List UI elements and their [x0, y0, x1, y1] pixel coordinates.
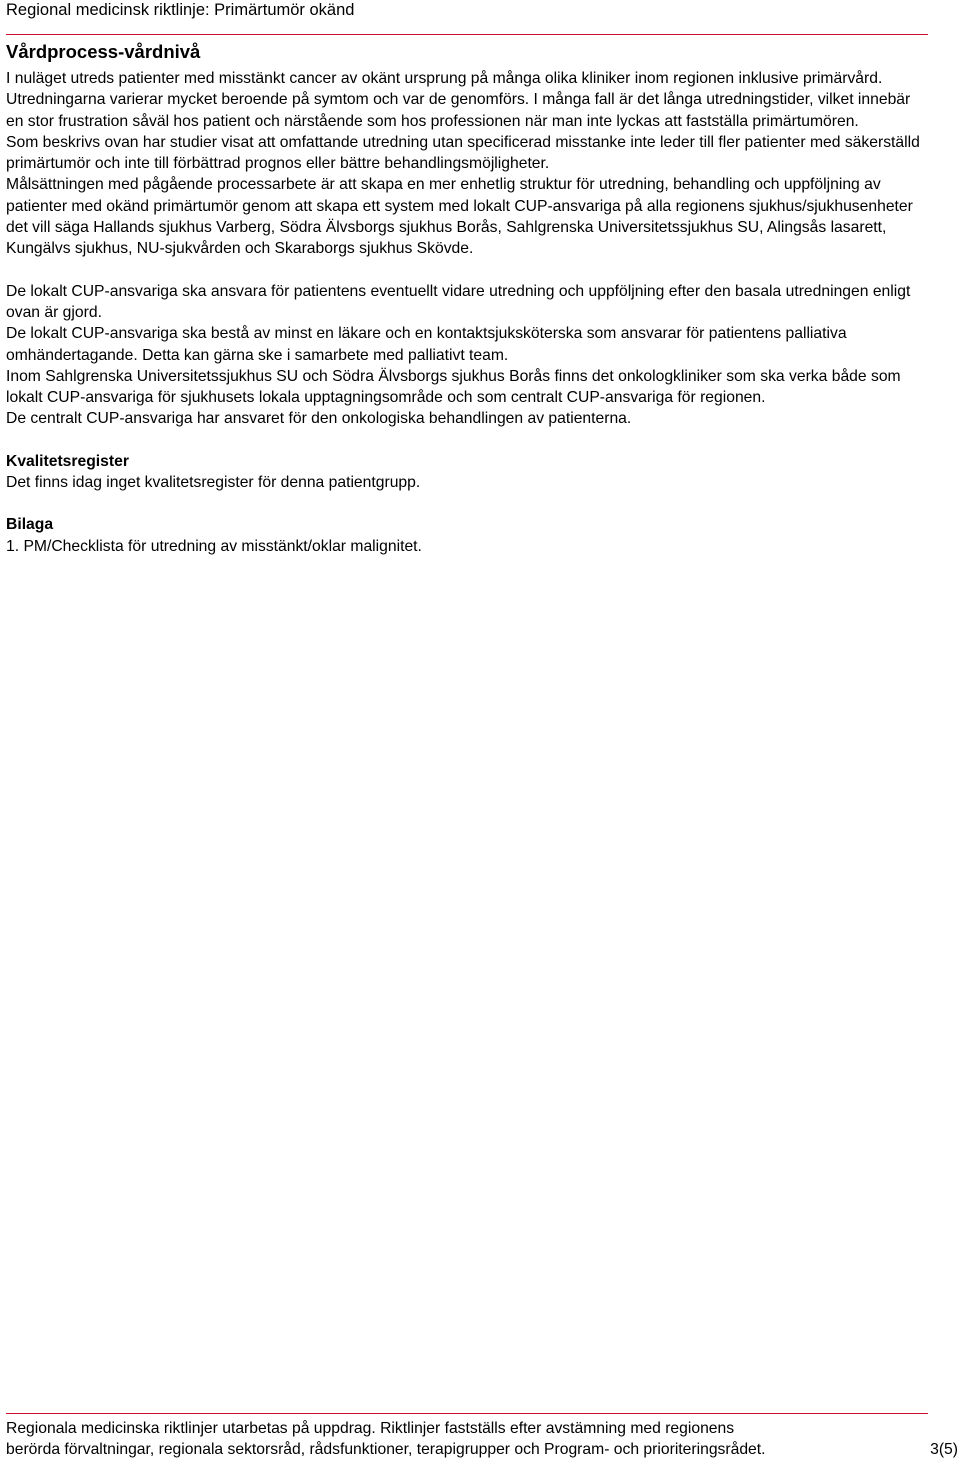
- paragraph-spacer: [6, 430, 926, 451]
- document-body: [6, 40, 926, 557]
- appendix-item: 1. PM/Checklista för utredning av misstänkt/oklar malignitet.: [6, 537, 422, 555]
- page-number: 3(5): [930, 1441, 958, 1458]
- paragraph-oncology-clinics: Inom Sahlgrenska Universitetssjukhus SU och Södra Älvsborgs sjukhus Borås finns det onkologkliniker som ska verka både som lokalt CUP-ansvariga för sjukhusets lokala upptagningsområde och som centralt CUP-ansvariga för regionen.: [6, 367, 901, 407]
- paragraph-current-situation: I nuläget utreds patienter med misstänkt cancer av okänt ursprung på många olika kliniker inom regionen inklusive primärvård. Utredningarna varierar mycket beroende på symtom och var de genomförs. I många fall är det långa utredningstider, vilket innebär en stor frustration såväl hos patient och närstående som hos professionen när man inte lyckas att fastställa primärtumören.: [6, 70, 911, 130]
- document-header-title: Regional medicinsk riktlinje: Primärtumör okänd: [6, 1, 355, 19]
- paragraph-local-cup-responsibility: De lokalt CUP-ansvariga ska ansvara för patientens eventuellt vidare utredning och uppföljning efter den basala utredningen enligt ovan är gjord.: [6, 282, 911, 321]
- paragraph-studies: Som beskrivs ovan har studier visat att omfattande utredning utan specificerad misstanke inte leder till fler patienter med säkerställd primärtumör och inte till förbättrad prognos eller bättre behandlingsmöjligheter.: [6, 133, 920, 173]
- footer-text-line-2: berörda förvaltningar, regionala sektorsråd, rådsfunktioner, terapigrupper och Program- och prioriteringsrådet.: [6, 1441, 766, 1458]
- footer-divider: [6, 1413, 928, 1414]
- footer-text-line-1: Regionala medicinska riktlinjer utarbetas på uppdrag. Riktlinjer fastställs efter avstämning med regionens: [6, 1420, 735, 1437]
- section-heading-vardprocess: Vårdprocess-vårdnivå: [6, 41, 201, 62]
- paragraph-local-cup-team: De lokalt CUP-ansvariga ska bestå av minst en läkare och en kontaktsjuksköterska som ansvarar för patientens palliativa omhändertagande. Detta kan gärna ske i samarbete med palliativt team.: [6, 325, 847, 364]
- appendix-heading: Bilaga: [6, 516, 54, 534]
- header-divider: [6, 34, 928, 35]
- quality-registry-heading: Kvalitetsregister: [6, 452, 129, 470]
- paragraph-spacer: [6, 260, 926, 281]
- paragraph-spacer: [6, 493, 926, 514]
- quality-registry-text: Det finns idag inget kvalitetsregister för denna patientgrupp.: [6, 474, 421, 492]
- paragraph-central-cup: De centralt CUP-ansvariga har ansvaret för den onkologiska behandlingen av patienterna.: [6, 410, 632, 428]
- paragraph-objective: Målsättningen med pågående processarbete är att skapa en mer enhetlig struktur för utredning, behandling och uppföljning av patienter med okänd primärtumör genom att skapa ett system med lokalt CUP-ansvariga på alla regionens sjukhus/sjukhusenheter det vill säga Hallands sjukhus Varberg, Södra Älvsborgs sjukhus Borås, Sahlgrenska Universitetssjukhus SU, Alingsås lasarett, Kungälvs sjukhus, NU-sjukvården och Skaraborgs sjukhus Skövde.: [6, 176, 913, 258]
